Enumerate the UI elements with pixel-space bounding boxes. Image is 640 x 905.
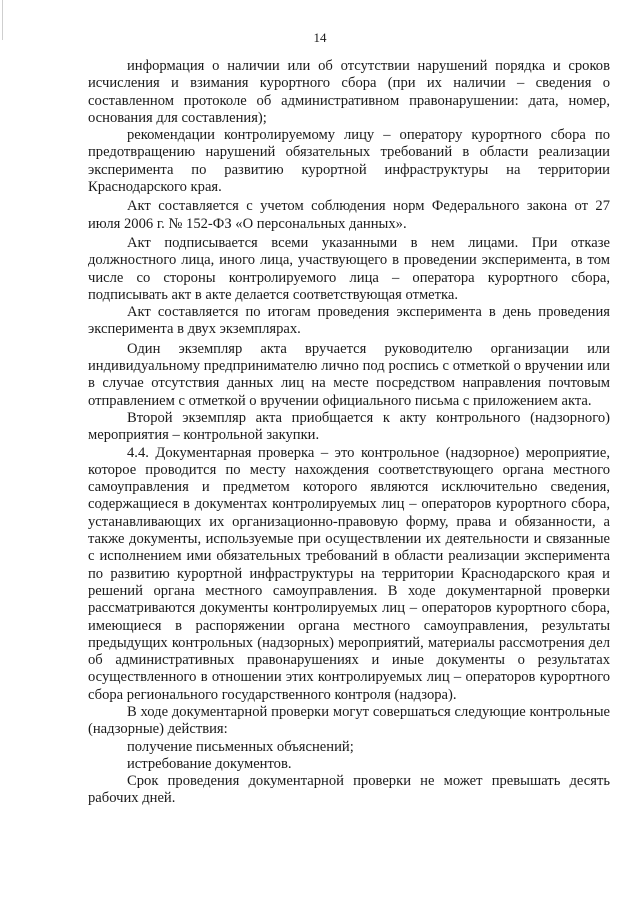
paragraph-act-signing: Акт подписывается всеми указанными в нем лицами. При отказе должностного лица, иного лица, участвующего в проведении эксперимента, в том числе со стороны контролируемого лица – оператора курортного сбора, подписывать акт в акте делается соответствующая отметка. [88,234,610,303]
paragraph-check-duration: Срок проведения документарной проверки не может превышать десять рабочих дней. [88,773,610,807]
list-item-explanations: получение письменных объяснений; [127,738,354,755]
paragraph-check-actions: В ходе документарной проверки могут совершаться следующие контрольные (надзорные) действия: [88,703,610,738]
paragraph-personal-data-law: Акт составляется с учетом соблюдения норм Федерального закона от 27 июля 2006 г. № 152-ФЗ «О персональных данных». [88,198,610,232]
paragraph-violations-info: информация о наличии или об отсутствии нарушений порядка и сроков исчисления и взимания курортного сбора (при их наличии – сведения о составленном протоколе об административном правонарушении: дата, номер, основания для составления); [88,58,610,126]
paragraph-documentary-check: 4.4. Документарная проверка – это контрольное (надзорное) мероприятие, которое проводится по месту нахождения соответствующего органа местного самоуправления и предметом которого являются исключительно сведения, содержащиеся в документах контролируемых лиц – операторов курортного сбора, устанавливающих их организационно-правовую форму, права и обязанности, а также документы, используемые при осуществлении их деятельности и связанные с исполнением ими обязательных требований в области реализации эксперимента по развитию курортной инфраструктуры на территории Краснодарского края и решений органа местного самоуправления. В ходе документарной проверки рассматриваются документы контролируемых лиц – операторов курортного сбора, имеющиеся в распоряжении органа местного самоуправления, результаты предыдущих контрольных (надзорных) мероприятий, материалы рассмотрения дел об административных правонарушениях и иные документы о результатах осуществленного в отношении этих контролируемых лиц – операторов курортного сбора регионального государственного контроля (надзора). [88,444,610,703]
document-body [88,58,610,808]
paragraph-recommendations: рекомендации контролируемому лицу – оператору курортного сбора по предотвращению нарушений обязательных требований в области реализации эксперимента по развитию курортной инфраструктуры на территории Краснодарского края. [88,127,610,196]
paragraph-first-copy: Один экземпляр акта вручается руководителю организации или индивидуальному предпринимателю лично под роспись с отметкой о вручении или в случае отсутствия данных лиц на месте посредством направления почтовым отправлением с отметкой о вручении официального письма с приложением акта. [88,340,610,409]
paragraph-second-copy: Второй экземпляр акта приобщается к акту контрольного (надзорного) мероприятия – контрольной закупки. [88,409,610,444]
list-item-documents: истребование документов. [127,755,292,772]
page-number: 14 [313,30,327,45]
paragraph-act-copies: Акт составляется по итогам проведения эксперимента в день проведения эксперимента в двух экземплярах. [88,304,610,338]
